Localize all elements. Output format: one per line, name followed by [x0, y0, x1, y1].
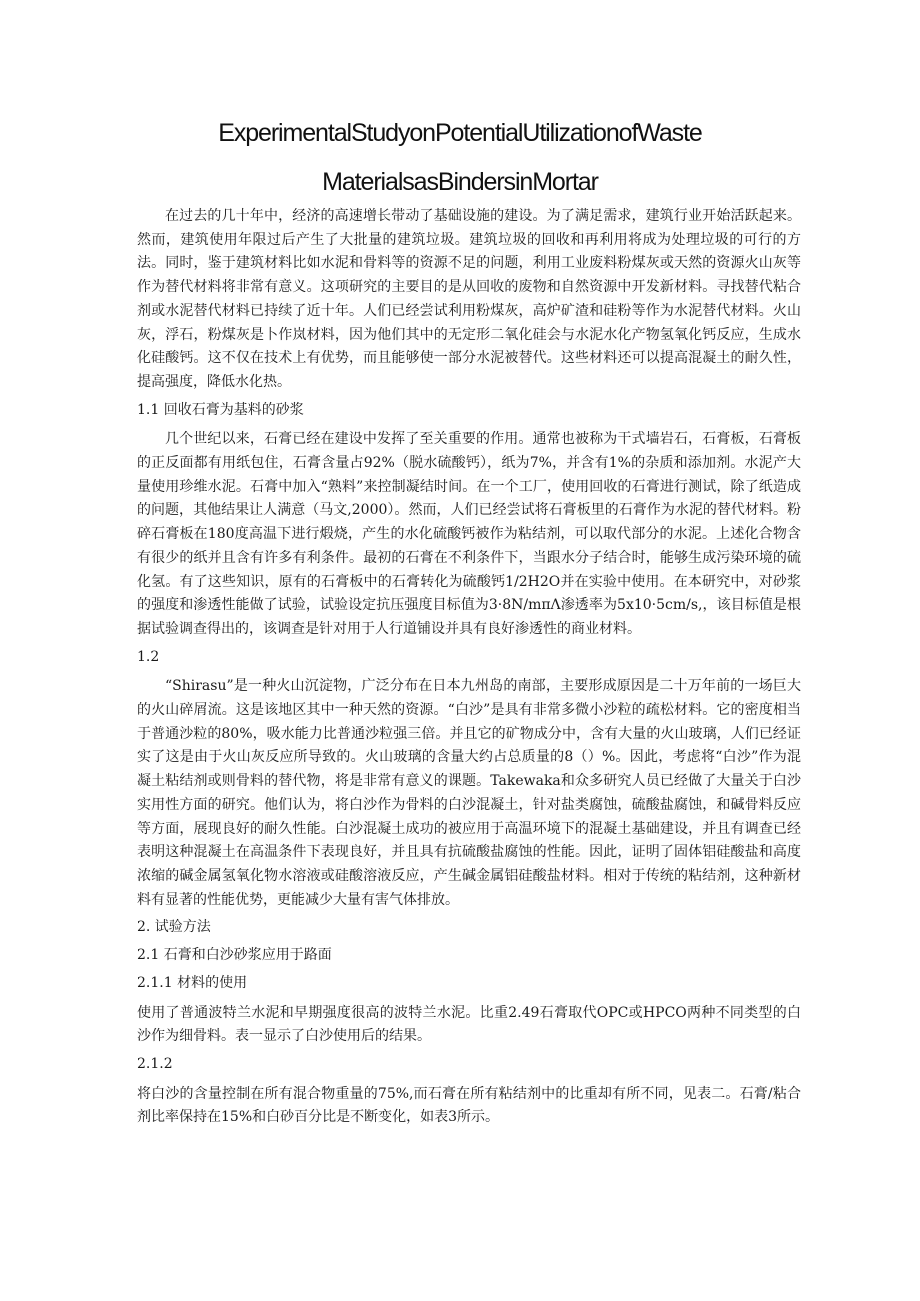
- section-1-1-paragraph: 几个世纪以来，石膏已经在建设中发挥了至关重要的作用。通常也被称为干式墙岩石，石膏板，石膏板的正反面都有用纸包住，石膏含量占92%（脱水硫酸钙），纸为7%，并含有1%的杂质和添加剂。水泥产大量使用珍维水泥。石膏中加入“熟料”来控制凝结时间。在一个工厂，使用回收的石膏进行测试，除了纸造成的问题，其他结果让人满意（马文,2000）。然而，人们已经尝试将石膏板里的石膏作为水泥的替代材料。粉碎石膏板在180度高温下进行煅烧，产生的水化硫酸钙被作为粘结剂，可以取代部分的水泥。上述化合物含有很少的纸并且含有许多有利条件。最初的石膏在不利条件下，当跟水分子结合时，能够生成污染环境的硫化氢。有了这些知识，原有的石膏板中的石膏转化为硫酸钙1/2H2O并在实验中使用。在本研究中，对砂浆的强度和渗透性能做了试验，试验设定抗压强度目标值为3·8N/mπΛ渗透率为5x10·5cm/s,，该目标值是根据试验调查得出的，该调查是针对用于人行道铺设并具有良好渗透性的商业材料。: [137, 431, 801, 637]
- section-heading-2-1: 2.1 石膏和白沙砂浆应用于路面: [137, 947, 332, 964]
- section-heading-2-1-2: 2.1.2: [137, 1055, 173, 1072]
- title-line-2: MaterialsasBindersinMortar: [322, 168, 598, 196]
- section-heading-1-1: 1.1 回收石膏为基料的砂浆: [137, 401, 304, 418]
- intro-paragraph: 在过去的几十年中，经济的高速增长带动了基础设施的建设。为了满足需求，建筑行业开始活跃起来。然而，建筑使用年限过后产生了大批量的建筑垃圾。建筑垃圾的回收和再利用将成为处理垃圾的可行的方法。同时，鉴于建筑材料比如水泥和骨料等的资源不足的问题，利用工业废料粉煤灰或天然的资源火山灰等作为替代材料将非常有意义。这项研究的主要目的是从回收的废物和自然资源中开发新材料。寻找替代粘合剂或水泥替代材料已持续了近十年。人们已经尝试利用粉煤灰，高炉矿渣和硅粉等作为水泥替代材料。火山灰，浮石，粉煤灰是卜作岚材料，因为他们其中的无定形二氧化硅会与水泥水化产物氢氧化钙反应，生成水化硅酸钙。这不仅在技术上有优势，而且能够使一部分水泥被替代。这些材料还可以提高混凝土的耐久性，提高强度，降低水化热。: [137, 208, 801, 390]
- document-body: [137, 205, 801, 1130]
- section-2-1-1-paragraph: 使用了普通波特兰水泥和早期强度很高的波特兰水泥。比重2.49石膏取代OPC或HPCO两种不同类型的白沙作为细骨料。表一显示了白沙使用后的结果。: [137, 1004, 801, 1045]
- section-heading-1-2: 1.2: [137, 648, 160, 665]
- section-1-2-paragraph: “Shirasu”是一种火山沉淀物，广泛分布在日本九州岛的南部，主要形成原因是二十万年前的一场巨大的火山碎屑流。这是该地区其中一种天然的资源。“白沙”是具有非常多微小沙粒的疏松材料。它的密度相当于普通沙粒的80%，吸水能力比普通沙粒强三倍。并且它的矿物成分中，含有大量的火山玻璃，人们已经证实了这是由于火山灰反应所导致的。火山玻璃的含量大约占总质量的8（）%。因此，考虑将“白沙”作为混凝土粘结剂或则骨料的替代物，将是非常有意义的课题。Takewaka和众多研究人员已经做了大量关于白沙实用性方面的研究。他们认为，将白沙作为骨料的白沙混凝土，针对盐类腐蚀，硫酸盐腐蚀，和碱骨料反应等方面，展现良好的耐久性能。白沙混凝土成功的被应用于高温环境下的混凝土基础建设，并且有调查已经表明这种混凝土在高温条件下表现良好，并且具有抗硫酸盐腐蚀的性能。因此，证明了固体铝硅酸盐和高度浓缩的碱金属氢氧化物水溶液或硅酸溶液反应，产生碱金属铝硅酸盐材料。相对于传统的粘结剂，这种新材料有显著的性能优势，更能减少大量有害气体排放。: [137, 678, 801, 908]
- title-line-1: ExperimentalStudyonPotentialUtilizationofWaste: [218, 119, 702, 147]
- section-heading-2: 2. 试验方法: [137, 919, 211, 936]
- section-2-1-2-paragraph: 将白沙的含量控制在所有混合物重量的75%,而石膏在所有粘结剂中的比重却有所不同，见表二。石膏/粘合剂比率保持在15%和白砂百分比是不断变化，如表3所示。: [137, 1085, 801, 1126]
- section-heading-2-1-1: 2.1.1 材料的使用: [137, 974, 248, 991]
